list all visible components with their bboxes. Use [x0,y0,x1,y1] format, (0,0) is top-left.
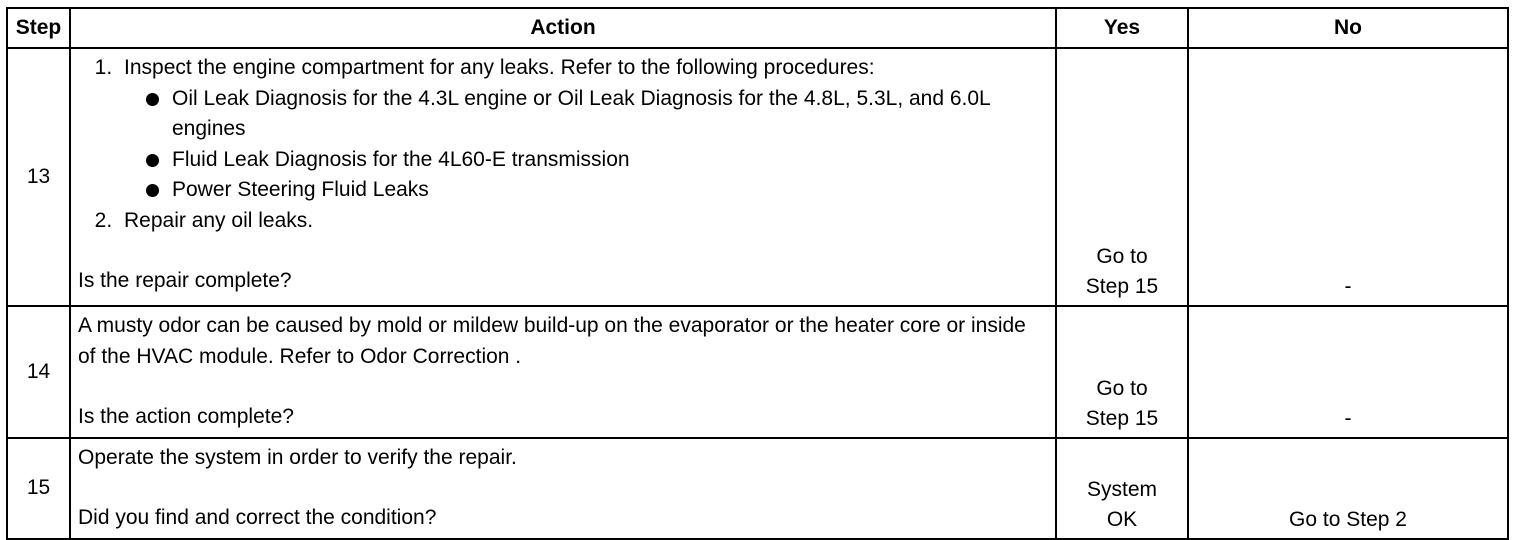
reference-item: Fluid Leak Diagnosis for the 4L60-E transmission [150,145,1049,176]
procedure-step-text: Repair any oil leaks. [124,208,314,232]
spacer [78,473,1049,503]
question-text: Is the repair complete? [78,269,292,292]
yes-cell [1056,306,1188,438]
table-row [7,48,1508,306]
header-row [7,8,1508,48]
no-cell: - [1188,48,1508,306]
yes-line-1: Go to [1096,376,1148,400]
question-text: Is the action complete? [78,405,294,428]
procedure-list [78,53,1049,236]
action-text: A musty odor can be caused by mold or mildew build-up on the evaporator or the heater core or inside of the HVAC module. Refer to Odor Correction . [78,314,1026,368]
yes-line-1: Go to [1096,245,1148,268]
yes-line-2: Step 15 [1085,275,1159,298]
action-text: Operate the system in order to verify the repair. [78,445,517,469]
procedure-step [118,53,1049,206]
question-text: Did you find and correct the condition? [78,506,437,529]
reference-list [124,84,1049,206]
header-action: Action [70,8,1056,48]
header-no: No [1188,8,1508,48]
yes-line-1: System [1086,477,1157,501]
step-number: 14 [7,306,70,438]
reference-item: Power Steering Fluid Leaks [150,175,1049,206]
action-cell [70,438,1056,539]
yes-line-2: OK [1106,507,1138,531]
spacer [78,372,1049,402]
step-number: 13 [7,48,70,306]
step-number: 15 [7,438,70,539]
procedure-step-text: Inspect the engine compartment for any leaks. Refer to the following procedures: [124,56,875,79]
procedure-step [118,206,1049,237]
spacer [78,236,1049,266]
yes-cell [1056,438,1188,539]
action-cell [70,48,1056,306]
no-cell: Go to Step 2 [1188,438,1508,539]
table-row [7,306,1508,438]
yes-line-2: Step 15 [1085,406,1159,430]
reference-item: Oil Leak Diagnosis for the 4.3L engine or Oil Leak Diagnosis for the 4.8L, 5.3L, and 6.0L engines [150,84,1049,145]
table-row [7,438,1508,539]
header-yes: Yes [1056,8,1188,48]
no-cell: - [1188,306,1508,438]
yes-cell [1056,48,1188,306]
header-step: Step [7,8,70,48]
action-cell [70,306,1056,438]
diagnostic-table [6,7,1509,540]
